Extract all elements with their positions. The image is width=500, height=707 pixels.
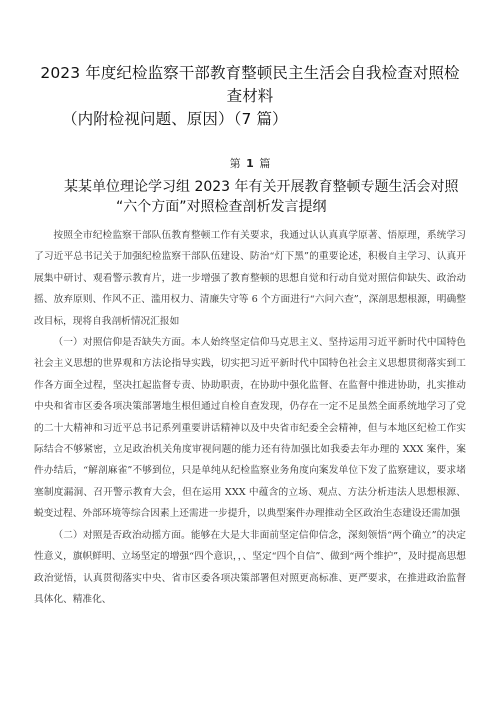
document-title-line2: （内附检视问题、原因）（7 篇） <box>62 110 288 128</box>
body-paragraph-intro: 按照全市纪检监察干部队伍教育整顿工作有关要求，我通过认认真真学原著、悟原理，系统学习了习近平总书记关于加强纪检监察干部队伍建设、防治“灯下黑”的重要论述，积极自主学习、认真开展集中研讨、观看警示教育片，进一步增强了教育整顿的思想自觉和行动自觉对照信仰缺失、政治动摇、放弃原则、作风不正、滥用权力、清廉失守等 6 个方面进行“六问六查”，深剖思想根源，明确整改目标，现将自我剖析情况汇报如 <box>34 230 466 327</box>
section-title-line1: 某某单位理论学习组 2023 年有关开展教育整顿专题生活会对照 <box>64 179 459 195</box>
section-number-value: 1 <box>246 157 254 170</box>
document-body <box>34 225 466 610</box>
section-number <box>34 155 466 171</box>
document-title <box>34 62 466 131</box>
document-title-line1: 2023 年度纪检监察干部教育整顿民主生活会自我检查对照检查材料 <box>40 64 460 105</box>
section-title-line2: “六个方面”对照检查剖析发言提纲 <box>116 199 327 215</box>
section-suffix: 篇 <box>259 157 271 170</box>
section-prefix: 第 <box>229 157 241 170</box>
body-paragraph-1: （一）对照信仰是否缺失方面。本人始终坚定信仰马克思主义、坚持运用习近平新时代中国特色社会主义思想的世界观和方法论指导实践，切实把习近平新时代中国特色社会主义思想贯彻落实到工作各方面全过程，坚决扛起监督专责、协助职责，在协助中强化监督、在监督中推进协助，扎实推动中央和省市区委各项决策部署地生根但通过自检自查发现，仍存在一定不足虽然全面系统地学习了党的二十大精神和习近平总书记系列重要讲话精神以及中央省市纪委全会精神，但与本地区纪检工作实际结合不够紧密，立足政治机关角度审视问题的能力还有待加强比如我委去年办理的 XXX 案件，案件办结后，“解剖麻雀”不够到位，只是单纯从纪检监察业务角度向案发单位下发了监察建议，要求堵塞制度漏洞、召开警示教育大会，但在运用 XXX 中蕴含的立场、观点、方法分析违法人思想根源、蜕变过程、外部环境等综合因素上还需进一步提升，以典型案件办理推动全区政治生态建设还需加强 <box>34 337 466 520</box>
section-title <box>34 177 466 217</box>
body-paragraph-2: （二）对照是否政治动摇方面。能够在大是大非面前坚定信仰信念，深刻领悟“两个确立”的决定性意义，旗帜鲜明、立场坚定的增强“四个意识，，、坚定“四个自信”、做到“两个维护”，及时提高思想政治觉悟，认真贯彻落实中央、省市区委各项决策部署但对照更高标准、更严要求，在推进政治监督具体化、精准化、 <box>34 529 466 605</box>
